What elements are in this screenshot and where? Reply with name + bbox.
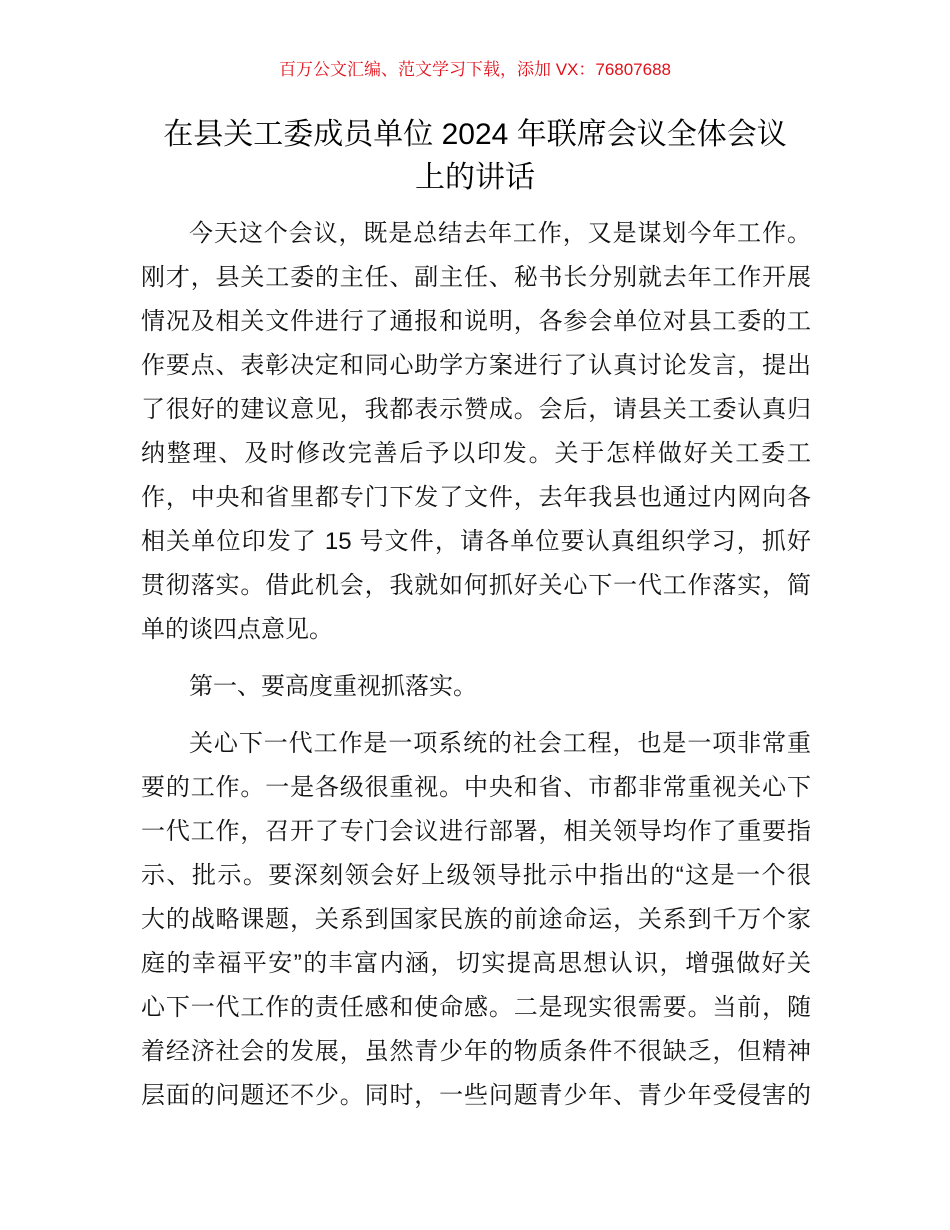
paragraph <box>141 722 811 1118</box>
paragraph-line: 大的战略课题，关系到国家民族的前途命运，关系到千万个家 <box>141 906 811 933</box>
paragraph-line: 关心下一代工作是一项系统的社会工程，也是一项非常重 <box>189 730 811 757</box>
paragraph-line: 层面的问题还不少。同时，一些问题青少年、青少年受侵害的 <box>141 1082 811 1109</box>
paragraph-line: 要的工作。一是各级很重视。中央和省、市都非常重视关心下 <box>141 774 811 801</box>
paragraph-line: 作，中央和省里都专门下发了文件，去年我县也通过内网向各 <box>141 484 811 511</box>
watermark-header: 百万公文汇编、范文学习下载，添加 VX：76807688 <box>278 60 672 79</box>
paragraph-line: 刚才，县关工委的主任、副主任、秘书长分别就去年工作开展 <box>141 264 811 291</box>
paragraph-line: 着经济社会的发展，虽然青少年的物质条件不很缺乏，但精神 <box>141 1038 811 1065</box>
paragraph-line: 第一、要高度重视抓落实。 <box>189 673 477 700</box>
paragraph-line: 示、批示。要深刻领会好上级领导批示中指出的“这是一个很 <box>141 862 811 889</box>
paragraph-line: 庭的幸福平安”的丰富内涵，切实提高思想认识，增强做好关 <box>141 950 811 977</box>
title-line: 在县关工委成员单位 2024 年联席会议全体会议 <box>163 118 787 151</box>
paragraph-line: 单的谈四点意见。 <box>141 616 333 643</box>
paragraph-line: 情况及相关文件进行了通报和说明，各参会单位对县工委的工 <box>141 308 811 335</box>
paragraph <box>141 665 811 709</box>
title-line: 上的讲话 <box>415 161 535 194</box>
paragraph-line: 今天这个会议，既是总结去年工作，又是谋划今年工作。 <box>189 220 811 247</box>
paragraph-line: 相关单位印发了 15 号文件，请各单位要认真组织学习，抓好 <box>141 528 811 555</box>
paragraph-line: 了很好的建议意见，我都表示赞成。会后，请县关工委认真归 <box>141 396 811 423</box>
paragraph-line: 作要点、表彰决定和同心助学方案进行了认真讨论发言，提出 <box>141 352 811 379</box>
paragraph <box>141 212 811 652</box>
paragraph-line: 纳整理、及时修改完善后予以印发。关于怎样做好关工委工 <box>141 440 811 467</box>
paragraph-line: 一代工作，召开了专门会议进行部署，相关领导均作了重要指 <box>141 818 811 845</box>
document-title <box>130 113 820 199</box>
paragraph-line: 贯彻落实。借此机会，我就如何抓好关心下一代工作落实，简 <box>141 572 811 599</box>
paragraph-line: 心下一代工作的责任感和使命感。二是现实很需要。当前，随 <box>141 994 811 1021</box>
document-body <box>141 212 811 1131</box>
